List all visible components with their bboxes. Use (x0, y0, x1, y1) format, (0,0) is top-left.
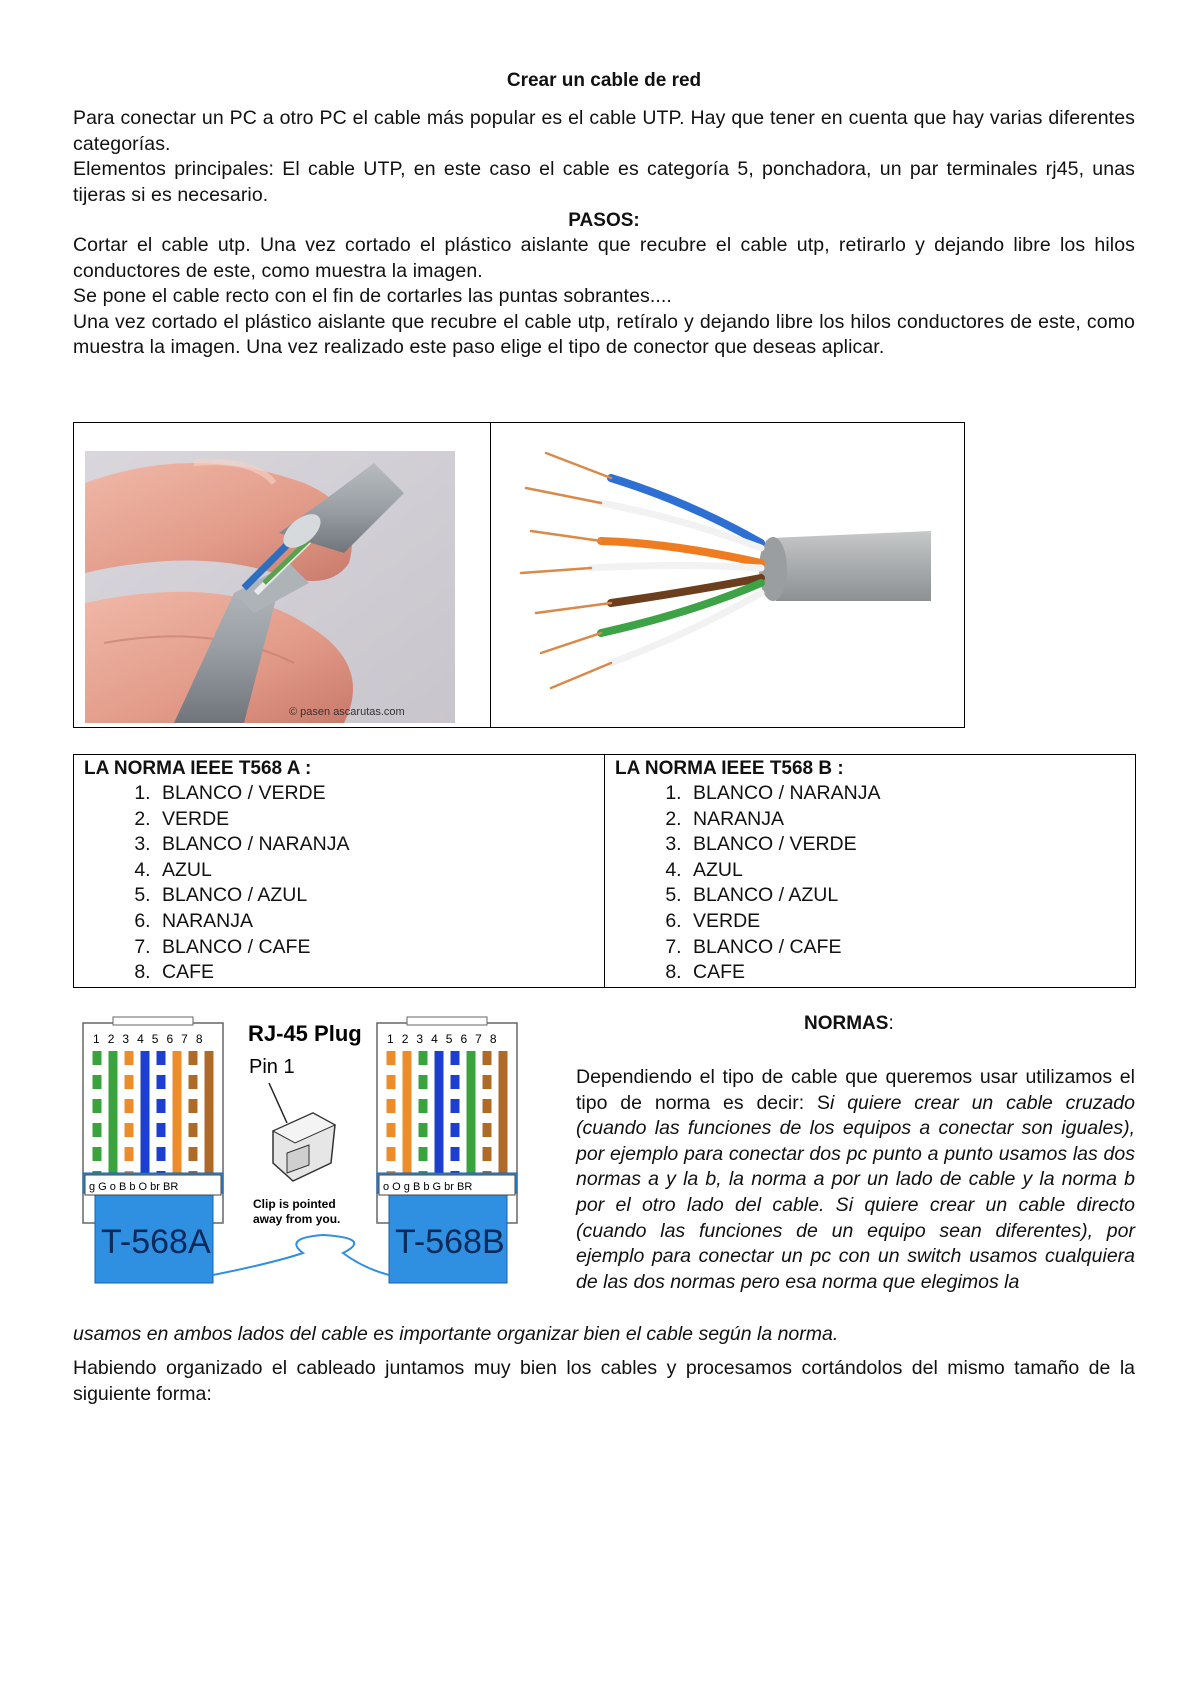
t568a-pin-numbers: 1 2 3 4 5 6 7 8 (93, 1032, 203, 1046)
list-item: 1. BLANCO / VERDE (156, 781, 594, 807)
norm-b-title: LA NORMA IEEE T568 B : (615, 758, 844, 779)
page-title: Crear un cable de red (506, 70, 702, 91)
norm-a-list (84, 781, 594, 986)
utp-wires-photo (491, 423, 961, 726)
list-item: 1. BLANCO / NARANJA (687, 781, 1125, 807)
final-paragraph: Habiendo organizado el cableado juntamos muy bien los cables y procesamos cortándolos del mismo tamaño de la siguiente forma: (73, 1357, 1135, 1405)
step-paragraph-1: Cortar el cable utp. Una vez cortado el plástico aislante que recubre el cable utp, retirarlo y dejando libre los hilos conductores de este, como muestra la imagen. (73, 234, 1135, 282)
step-paragraph-3: Una vez cortado el plástico aislante que recubre el cable utp, retíralo y dejando libre los hilos conductores de este, como muestra la imagen. Una vez realizado este paso elige el tipo de conector que deseas aplicar. (73, 310, 1135, 358)
list-item: 8. CAFE (156, 960, 594, 986)
list-item: 4. AZUL (687, 858, 1125, 884)
list-item: 6. VERDE (687, 909, 1125, 935)
normas-paragraph-tail: usamos en ambos lados del cable es importante organizar bien el cable según la norma. (73, 1323, 839, 1345)
normas-heading: NORMAS: (804, 1013, 894, 1034)
norm-a-column (74, 755, 605, 987)
t568a-connector (83, 1017, 223, 1283)
t568a-label: T-568A (101, 1223, 211, 1261)
list-item: 4. AZUL (156, 858, 594, 884)
photo-table (73, 422, 965, 728)
list-item: 7. BLANCO / CAFE (156, 935, 594, 961)
norm-a-title: LA NORMA IEEE T568 A : (84, 758, 312, 779)
t568b-connector (377, 1017, 517, 1283)
norm-b-list (615, 781, 1125, 986)
t568b-label: T-568B (395, 1223, 505, 1261)
photo-watermark: © pasen ascarutas.com (289, 706, 405, 718)
list-item: 3. BLANCO / VERDE (687, 832, 1125, 858)
list-item: 6. NARANJA (156, 909, 594, 935)
photo-cell-wires (491, 423, 964, 727)
list-item: 5. BLANCO / AZUL (156, 883, 594, 909)
step-paragraph-2: Se pone el cable recto con el fin de cortarles las puntas sobrantes.... (73, 285, 672, 307)
connecting-cable (213, 1235, 389, 1275)
pin-1-label: Pin 1 (249, 1056, 295, 1078)
list-item: 2. NARANJA (687, 807, 1125, 833)
intro-paragraph-2: Elementos principales: El cable UTP, en este caso el cable es categoría 5, ponchadora, un par terminales rj45, unas tijeras si es necesario. (73, 158, 1135, 206)
list-item: 5. BLANCO / AZUL (687, 883, 1125, 909)
intro-paragraph-1: Para conectar un PC a otro PC el cable más popular es el cable UTP. Hay que tener en cuenta que hay varias diferentes categorías. (73, 107, 1135, 155)
rj45-wiring-diagram (73, 1013, 567, 1313)
list-item: 2. VERDE (156, 807, 594, 833)
pasos-heading: PASOS: (568, 210, 640, 231)
norm-b-column (605, 755, 1135, 987)
cable-stripping-photo (74, 423, 488, 726)
clip-note-line-2: away from you. (253, 1212, 341, 1226)
normas-paragraph: Dependiendo el tipo de cable que queremos usar utilizamos el tipo de norma es decir: Si quiere crear un cable cruzado (cuando las funciones de los equipos a conectar son iguales), por ejemplo para conectar dos pc punto a punto usamos las dos normas a y la b, la norma a por un lado de cable y la norma b por el otro lado del cable. Si quiere crear un cable directo (cuando las funciones de un equipo sean diferentes), por ejemplo para conectar un pc con un switch usamos cualquiera de las dos normas pero esa norma que elegimos la (576, 1066, 1135, 1293)
norms-table (73, 754, 1136, 988)
plug-title: RJ-45 Plug (248, 1021, 362, 1046)
rj45-plug-illustration (248, 1021, 362, 1226)
t568b-pin-numbers: 1 2 3 4 5 6 7 8 (387, 1032, 497, 1046)
list-item: 8. CAFE (687, 960, 1125, 986)
clip-note-line-1: Clip is pointed (253, 1197, 336, 1211)
t568b-color-codes: o O g B b G br BR (383, 1181, 473, 1193)
t568a-color-codes: g G o B b O br BR (89, 1181, 179, 1193)
list-item: 7. BLANCO / CAFE (687, 935, 1125, 961)
list-item: 3. BLANCO / NARANJA (156, 832, 594, 858)
photo-cell-stripping (74, 423, 491, 727)
document-body (73, 70, 1135, 361)
